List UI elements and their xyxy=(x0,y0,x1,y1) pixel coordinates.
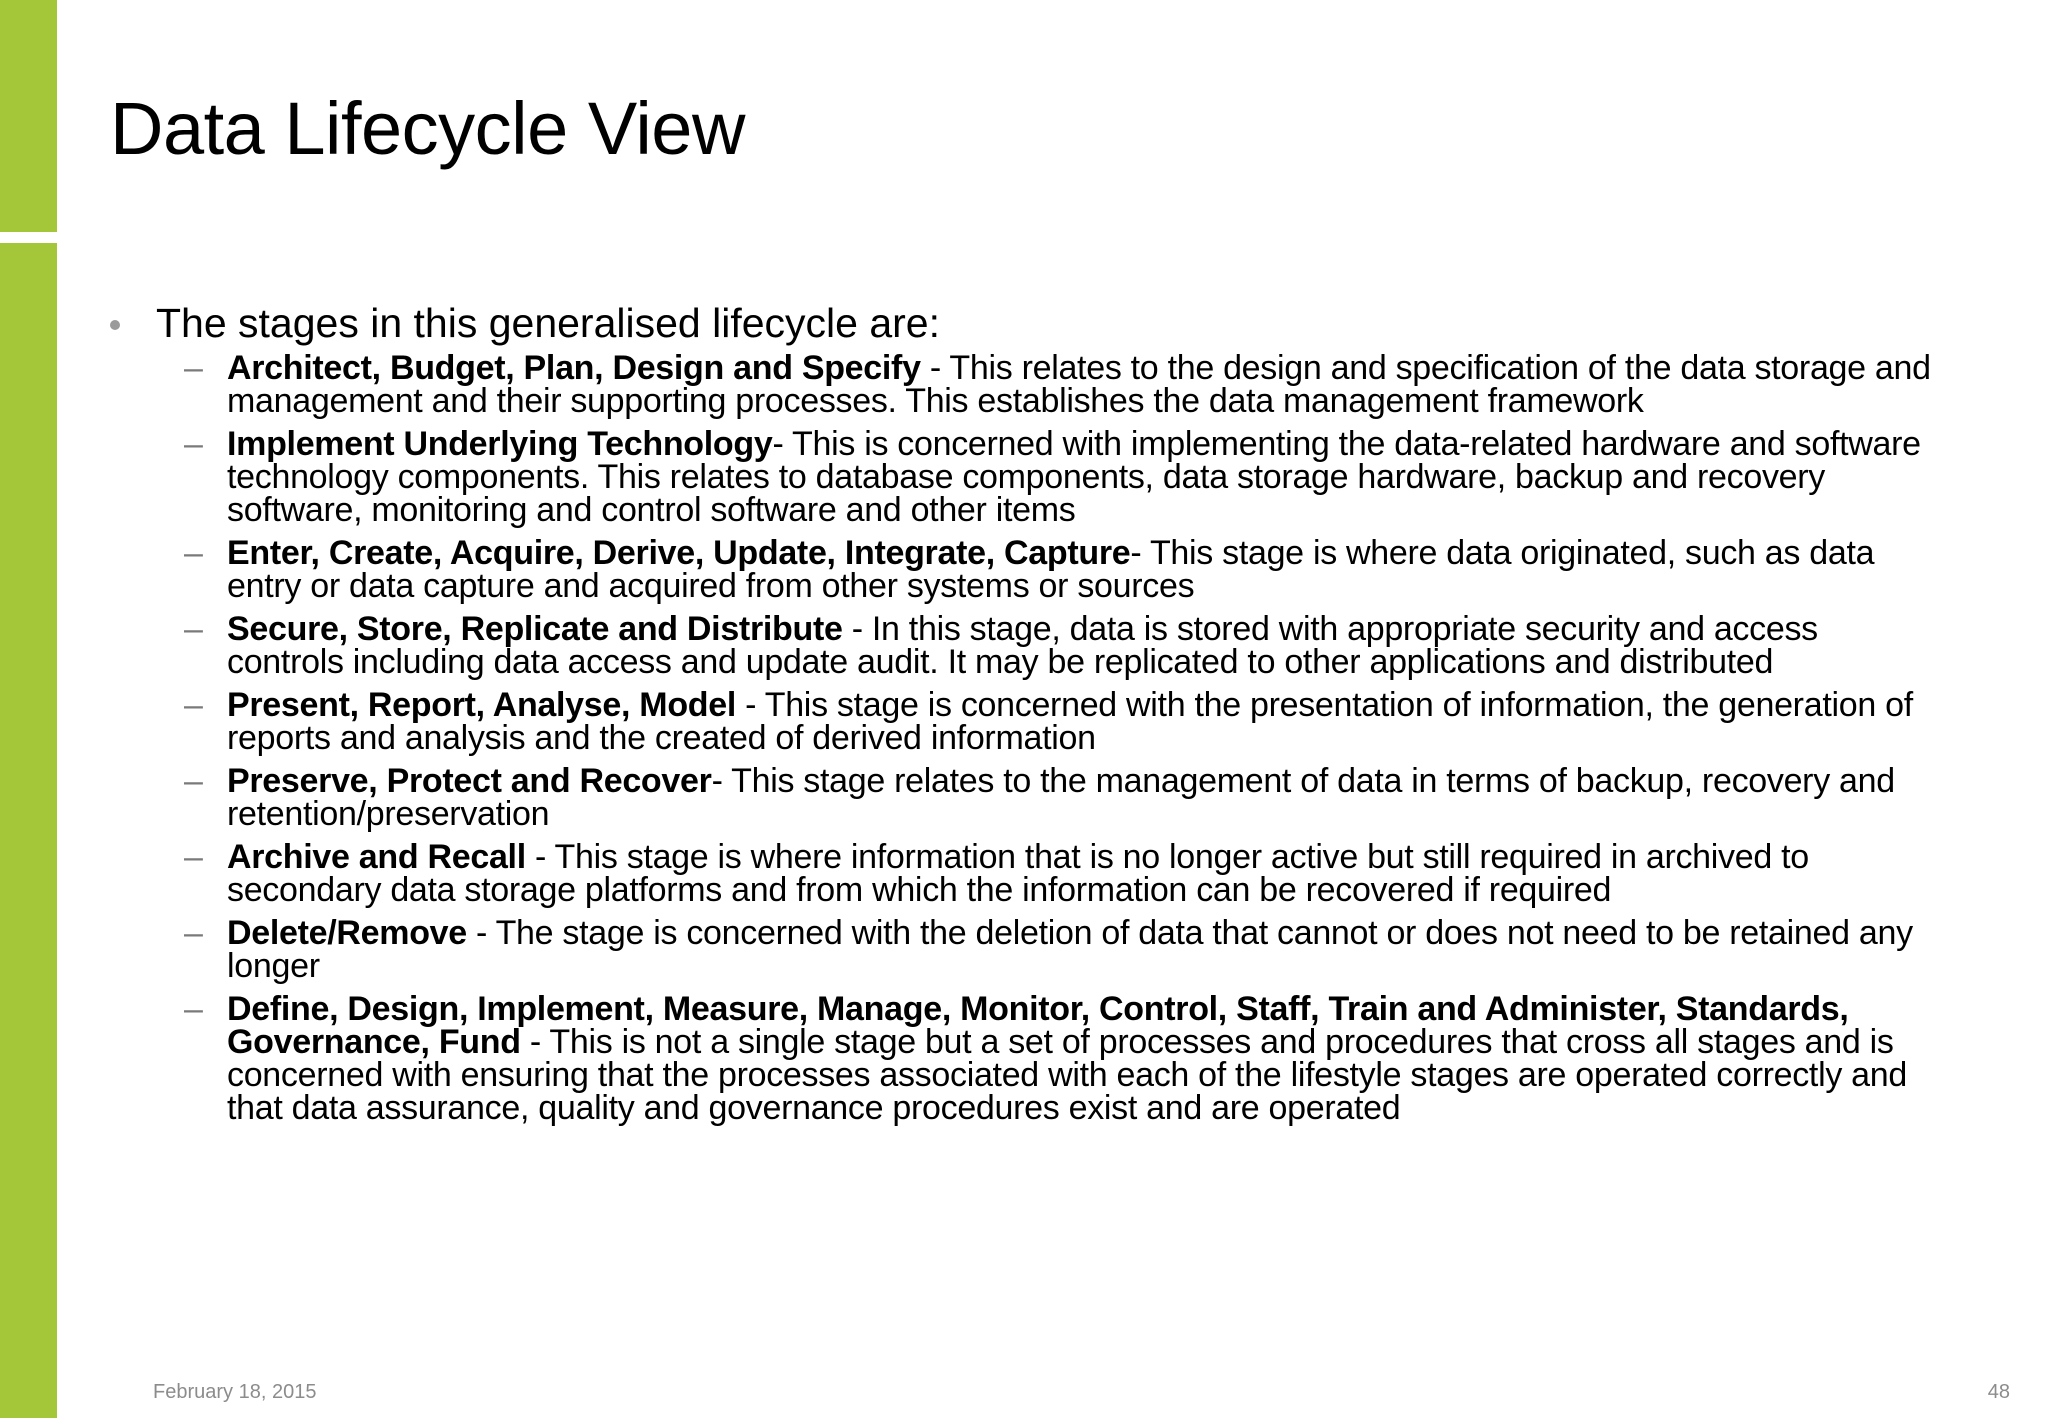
stage-description: - This is concerned with implementing the data-related hardware and software technology components. This relates to database components, data storage hardware, backup and recovery software, monitoring and control software and other items xyxy=(227,425,1921,529)
dash-icon: – xyxy=(184,914,203,952)
slide-title: Data Lifecycle View xyxy=(110,87,745,170)
stage-item xyxy=(110,914,1940,985)
intro-bullet xyxy=(110,298,2010,348)
footer-date: February 18, 2015 xyxy=(153,1381,317,1403)
stage-description: - In this stage, data is stored with appropriate security and access controls including data access and update audit. It may be replicated to other applications and distributed xyxy=(227,610,1818,681)
stage-list xyxy=(110,349,2010,1127)
stage-title: Delete/Remove xyxy=(227,914,467,952)
dash-icon: – xyxy=(184,686,203,724)
stage-description: - The stage is concerned with the deletion of data that cannot or does not need to be retained any longer xyxy=(227,914,1913,985)
stage-item xyxy=(110,762,1940,833)
stage-title: Secure, Store, Replicate and Distribute xyxy=(227,610,843,648)
dash-icon: – xyxy=(184,534,203,572)
stage-title: Implement Underlying Technology xyxy=(227,425,773,463)
stage-description: - This stage relates to the management of data in terms of backup, recovery and retention/preservation xyxy=(227,762,1895,833)
stage-description: - This stage is where data originated, such as data entry or data capture and acquired from other systems or sources xyxy=(227,534,1875,605)
slide-body xyxy=(110,298,2010,1135)
stage-item xyxy=(110,349,1940,420)
intro-text: The stages in this generalised lifecycle are: xyxy=(156,300,940,346)
stage-title: Define, Design, Implement, Measure, Manage, Monitor, Control, Staff, Train and Administer, Standards, Governance, Fund xyxy=(227,990,1849,1061)
stage-title: Preserve, Protect and Recover xyxy=(227,762,712,800)
dash-icon: – xyxy=(184,762,203,800)
page-number: 48 xyxy=(1987,1381,2010,1403)
stage-title: Architect, Budget, Plan, Design and Specify xyxy=(227,349,921,387)
stage-item xyxy=(110,534,1940,605)
accent-bar-bottom xyxy=(0,243,57,1418)
stage-item xyxy=(110,686,1940,757)
stage-description: - This is not a single stage but a set of processes and procedures that cross all stages and is concerned with ensuring that the processes associated with each of the lifestyle stages are operated correctly and that data assurance, quality and governance procedures exist and are operated xyxy=(227,1023,1907,1127)
stage-item xyxy=(110,838,1940,909)
stage-item xyxy=(110,990,1940,1127)
dash-icon: – xyxy=(184,838,203,876)
stage-item xyxy=(110,610,1940,681)
accent-bar-top xyxy=(0,0,57,232)
dash-icon: – xyxy=(184,990,203,1028)
dash-icon: – xyxy=(184,610,203,648)
stage-description: - This stage is concerned with the presentation of information, the generation of reports and analysis and the created of derived information xyxy=(227,686,1913,757)
stage-title: Enter, Create, Acquire, Derive, Update, Integrate, Capture xyxy=(227,534,1131,572)
stage-title: Archive and Recall xyxy=(227,838,526,876)
dash-icon: – xyxy=(184,425,203,463)
stage-item xyxy=(110,425,1940,529)
stage-title: Present, Report, Analyse, Model xyxy=(227,686,737,724)
stage-description: - This stage is where information that is no longer active but still required in archived to secondary data storage platforms and from which the information can be recovered if required xyxy=(227,838,1809,909)
dash-icon: – xyxy=(184,349,203,387)
stage-description: - This relates to the design and specification of the data storage and management and their supporting processes. This establishes the data management framework xyxy=(227,349,1931,420)
bullet-dot-icon xyxy=(110,320,120,330)
